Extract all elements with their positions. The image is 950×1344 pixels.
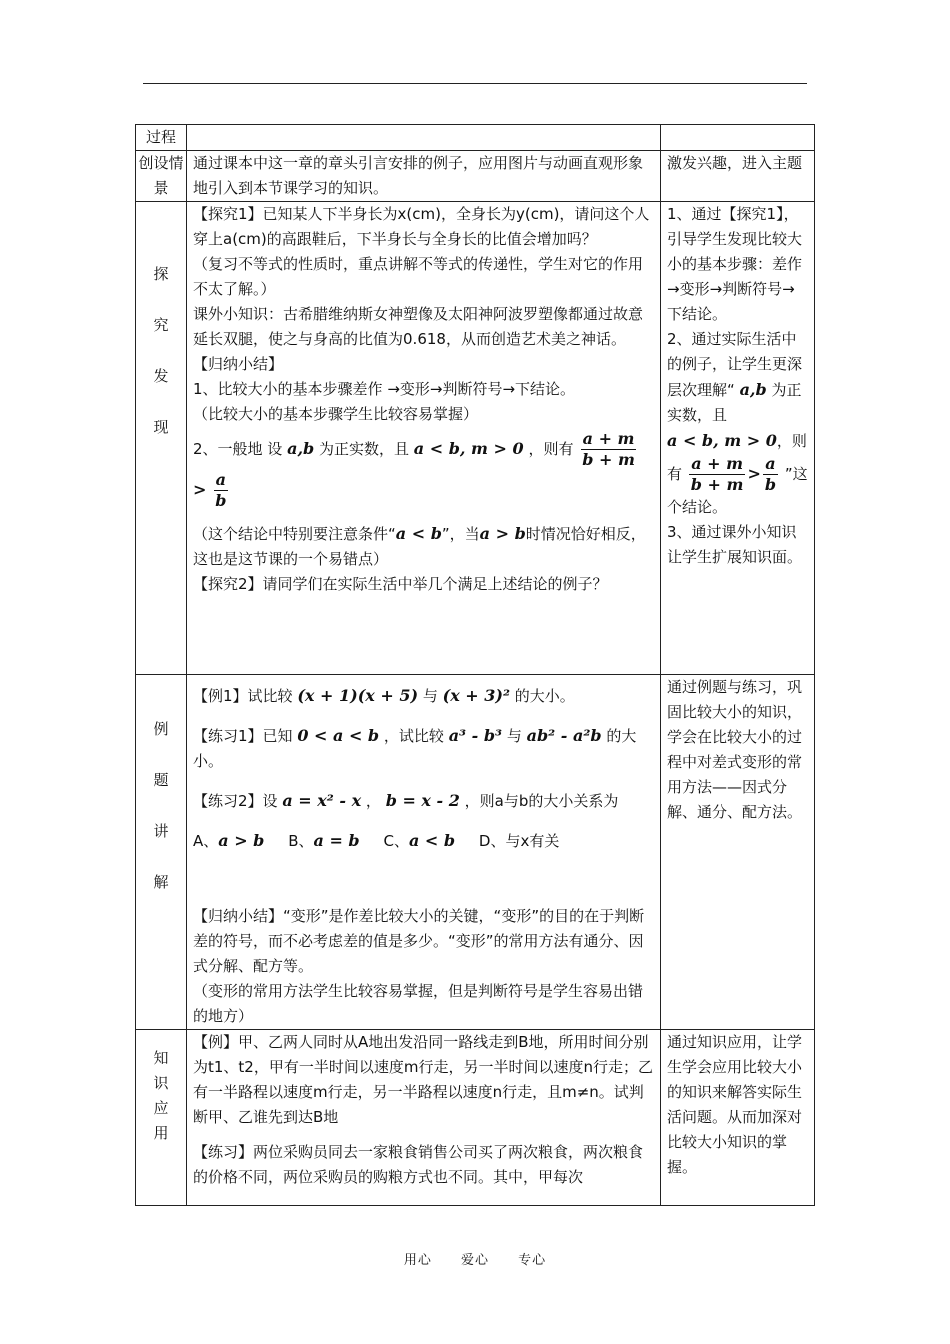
application-label-char: 知 [153, 1049, 169, 1067]
explore-note-3: 3、通过课外小知识让学生扩展知识面。 [667, 523, 803, 566]
summary-step-2-text: ，则有 [528, 440, 574, 458]
condition-warning [193, 521, 654, 572]
fraction-denominator: b + m [690, 475, 744, 494]
formula-square: (x + 3)² [442, 686, 510, 705]
formula-fraction [580, 429, 637, 470]
explore-label-char: 究 [153, 316, 169, 334]
explore-review-note: （复习不等式的性质时，重点讲解不等式的传递性，学生对它的作用不太了解。） [193, 255, 644, 298]
explore-label [136, 202, 187, 675]
practice-1-text: 与 [506, 727, 522, 745]
application-practice: 【练习】两位采购员同去一家粮食销售公司买了两次粮食，两次粮食的价格不同，两位采购员的购粮方式也不同。其中，甲每次 [193, 1143, 644, 1186]
formula-condition: 0 < a < b [297, 726, 380, 745]
process-content [187, 125, 661, 151]
process-label: 过程 [136, 125, 187, 151]
footer-text: 用心 [403, 1253, 432, 1268]
summary-step-1-note: （比较大小的基本步骤学生比较容易掌握） [193, 405, 479, 423]
practice-1 [193, 723, 654, 774]
application-label-char: 应 [153, 1099, 169, 1117]
practice-1-text: 【练习1】已知 [193, 727, 293, 745]
practice-2-text: ，则a与b的大小关系为 [464, 792, 619, 810]
examples-label-char: 讲 [153, 822, 169, 840]
condition-warning-text: （这个结论中特别要注意条件“ [193, 525, 396, 543]
summary-step-2-text: 为正实数，且 [319, 440, 410, 458]
example-1-text: 的大小。 [514, 687, 575, 705]
extra-knowledge: 课外小知识：古希腊维纳斯女神塑像及太阳神阿波罗塑像都通过故意延长双腿，使之与身高的比值为0.618，从而创造艺术美之神话。 [193, 305, 644, 348]
explore-note-2-text: ，则有 [667, 432, 807, 483]
examples-label-char: 题 [153, 771, 169, 789]
summary-step-2 [193, 429, 654, 511]
practice-1-text: 的大小。 [193, 727, 637, 770]
summary-heading: 【归纳小结】 [193, 355, 284, 373]
explore-note [661, 202, 815, 675]
choice-a-label: A、 [193, 832, 219, 850]
fraction-numerator: a [765, 454, 776, 473]
formula-fraction [763, 454, 778, 495]
practice-2-text: ， [365, 792, 381, 810]
condition-warning-text: ”，当 [441, 525, 480, 543]
examples-label-char: 例 [153, 720, 169, 738]
explore-problem-1: 【探究1】已知某人下半身长为x(cm)，全身长为y(cm)，请问这个人穿上a(cm)的高跟鞋后，下半身长与全身长的比值会增加吗？ [193, 205, 650, 248]
lesson-plan-table [135, 124, 815, 1206]
examples-note [661, 675, 815, 1030]
practice-2 [193, 788, 654, 814]
page-footer [0, 1249, 950, 1268]
summary-step-1: 1、比较大小的基本步骤差作 →变形→判断符号→下结论。 [193, 380, 576, 398]
application-label-char: 用 [153, 1124, 169, 1142]
examples-summary-note: （变形的常用方法学生比较容易掌握，但是判断符号是学生容易出错的地方） [193, 982, 644, 1025]
condition-warning-text: 时情况恰好相反，这也是这节课的一个易错点） [193, 525, 646, 568]
choice-d-label: D、与x有关 [478, 832, 560, 850]
formula-a-gt-b: a > b [479, 524, 526, 543]
formula-ab: a,b [739, 380, 767, 399]
choice-b-label: B、 [288, 832, 314, 850]
intro-label: 创设情景 [136, 151, 187, 202]
application-label [136, 1030, 187, 1206]
process-note [661, 125, 815, 151]
application-note-text: 通过知识应用，让学生学会应用比较大小的知识来解答实际生活问题。从而加深对比较大小知识的掌握。 [667, 1033, 803, 1176]
header-rule [143, 83, 807, 84]
formula-condition: a < b, m > 0 [413, 439, 524, 458]
formula-products: ab² - a²b [526, 726, 602, 745]
explore-label-char: 探 [153, 265, 169, 283]
choice-a-formula: a > b [218, 831, 265, 850]
formula-ab: a,b [287, 439, 315, 458]
intro-note-text: 激发兴趣，进入主题 [667, 154, 803, 172]
fraction-numerator: a + m [691, 454, 744, 473]
formula-fraction [689, 454, 746, 495]
example-1-text: 【例1】试比较 [193, 687, 293, 705]
examples-content [187, 675, 661, 1030]
practice-2-text: 【练习2】设 [193, 792, 278, 810]
table-row-intro [136, 151, 815, 202]
examples-note-text: 通过例题与练习，巩固比较大小的知识，学会在比较大小的过程中对差式变形的常用方法——因式分解、通分、配方法。 [667, 678, 803, 821]
intro-note [661, 151, 815, 202]
formula-a-lt-b: a < b [395, 524, 442, 543]
examples-label [136, 675, 187, 1030]
example-1-text: 与 [422, 687, 438, 705]
explore-label-char: 现 [153, 418, 169, 436]
table-row-explore [136, 202, 815, 675]
formula-fraction [213, 470, 228, 511]
practice-1-text: ，试比较 [383, 727, 444, 745]
choice-c-formula: a < b [408, 831, 456, 850]
intro-text: 通过课本中这一章的章头引言安排的例子，应用图片与动画直观形象地引入到本节课学习的知识。 [193, 154, 644, 197]
choice-b-formula: a = b [313, 831, 360, 850]
formula-gt: > [747, 464, 761, 483]
formula-product: (x + 1)(x + 5) [297, 686, 419, 705]
application-note [661, 1030, 815, 1206]
example-1 [193, 683, 654, 709]
application-example: 【例】甲、乙两人同时从A地出发沿同一路线走到B地，所用时间分别为t1、t2，甲有一半时间以速度m行走，另一半时间以速度n行走；乙有一半路程以速度m行走，另一半路程以速度n行走，且m≠n。试判断甲、乙谁先到达B地 [193, 1033, 653, 1126]
intro-content [187, 151, 661, 202]
table-row-process [136, 125, 815, 151]
formula-a-def: a = x² - x [282, 791, 362, 810]
examples-label-char: 解 [153, 873, 169, 891]
footer-text: 专心 [518, 1253, 547, 1268]
fraction-denominator: b [215, 491, 227, 510]
explore-note-2 [667, 327, 808, 520]
table-row-application [136, 1030, 815, 1206]
explore-content [187, 202, 661, 675]
explore-note-2-text: 2、通过实际生活中的例子，让学生更深层次理解“ [667, 330, 803, 399]
fraction-numerator: a + m [582, 429, 635, 448]
fraction-numerator: a [215, 470, 226, 489]
table-row-examples [136, 675, 815, 1030]
application-label-char: 识 [153, 1074, 169, 1092]
formula-b-def: b = x - 2 [385, 791, 460, 810]
explore-problem-2: 【探究2】请同学们在实际生活中举几个满足上述结论的例子？ [193, 575, 608, 593]
fraction-denominator: b [764, 475, 777, 494]
examples-summary: 【归纳小结】“变形”是作差比较大小的关键，“变形”的目的在于判断差的符号，而不必考虑差的值是多少。“变形”的常用方法有通分、因式分解、配方等。 [193, 907, 645, 975]
explore-note-2-text: 为正实数，且 [667, 381, 802, 424]
explore-label-char: 发 [153, 367, 169, 385]
formula-gt: > [193, 480, 207, 499]
explore-note-2-text: ”这个结论。 [667, 465, 808, 516]
choice-c-label: C、 [383, 832, 409, 850]
application-content [187, 1030, 661, 1206]
summary-step-2-text: 2、一般地 设 [193, 440, 283, 458]
footer-text: 爱心 [460, 1253, 489, 1268]
fraction-denominator: b + m [582, 450, 635, 469]
practice-2-choices [193, 828, 654, 854]
explore-note-1: 1、通过【探究1】，引导学生发现比较大小的基本步骤：差作 →变形→判断符号→下结论。 [667, 205, 803, 323]
formula-cubes: a³ - b³ [448, 726, 503, 745]
formula-condition: a < b, m > 0 [667, 431, 777, 450]
